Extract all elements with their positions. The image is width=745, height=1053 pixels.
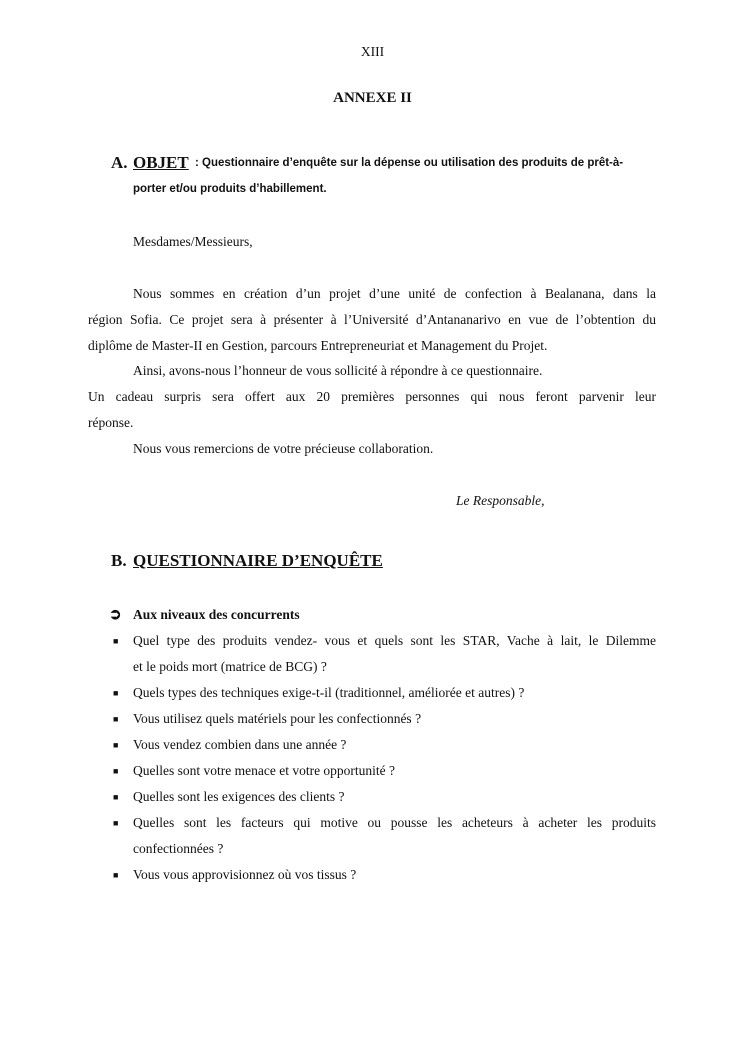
question-8: Vous vous approvisionnez où vos tissus ? [133,867,357,882]
paragraph-3-line-2: réponse. [88,415,134,430]
paragraph-1-line-1: Nous sommes en création d’un projet d’une unité de confection à Bealanana, dans la [133,286,656,301]
square-bullet-icon: ■ [113,740,119,750]
question-7-line-1: Quelles sont les facteurs qui motive ou pousse les acheteurs à acheter les produits [133,815,656,830]
arrow-bullet-icon: ➲ [109,607,122,623]
section-a-description-line2: porter et/ou produits d’habillement. [133,183,327,195]
section-b-heading: QUESTIONNAIRE D’ENQUÊTE [133,551,383,570]
question-5: Quelles sont votre menace et votre opportunité ? [133,763,396,778]
square-bullet-icon: ■ [113,818,119,828]
page-number: XIII [360,44,385,59]
annex-title: ANNEXE II [333,90,412,106]
square-bullet-icon: ■ [113,766,119,776]
section-a-description-line1: : Questionnaire d’enquête sur la dépense ou utilisation des produits de prêt-à- [195,157,624,169]
question-3: Vous utilisez quels matériels pour les confectionnés ? [133,711,422,726]
question-1-line-2: et le poids mort (matrice de BCG) ? [133,659,327,674]
section-b-letter: B. [111,551,127,570]
paragraph-2: Ainsi, avons-nous l’honneur de vous sollicité à répondre à ce questionnaire. [133,363,543,378]
square-bullet-icon: ■ [113,688,119,698]
square-bullet-icon: ■ [113,714,119,724]
salutation: Mesdames/Messieurs, [133,234,253,249]
section-a-letter: A. [111,153,128,172]
paragraph-3-line-1: Un cadeau surpris sera offert aux 20 premières personnes qui nous feront parvenir leur [88,389,656,404]
question-1-line-1: Quel type des produits vendez- vous et quels sont les STAR, Vache à lait, le Dilemme [133,633,656,648]
paragraph-1-line-2: région Sofia. Ce projet sera à présenter à l’Université d’Antananarivo en vue de l’obtention du [88,312,656,327]
question-2: Quels types des techniques exige-t-il (traditionnel, améliorée et autres) ? [133,685,525,700]
signature: Le Responsable, [456,493,545,508]
square-bullet-icon: ■ [113,636,119,646]
section-a-heading: OBJET [133,153,189,172]
paragraph-4: Nous vous remercions de votre précieuse collaboration. [133,441,434,456]
square-bullet-icon: ■ [113,870,119,880]
question-4: Vous vendez combien dans une année ? [133,737,347,752]
subheading-competitors: Aux niveaux des concurrents [133,607,300,622]
paragraph-1-line-3: diplôme de Master-II en Gestion, parcours Entrepreneuriat et Management du Projet. [88,338,548,353]
question-6: Quelles sont les exigences des clients ? [133,789,345,804]
question-7-line-2: confectionnées ? [133,841,224,856]
square-bullet-icon: ■ [113,792,119,802]
